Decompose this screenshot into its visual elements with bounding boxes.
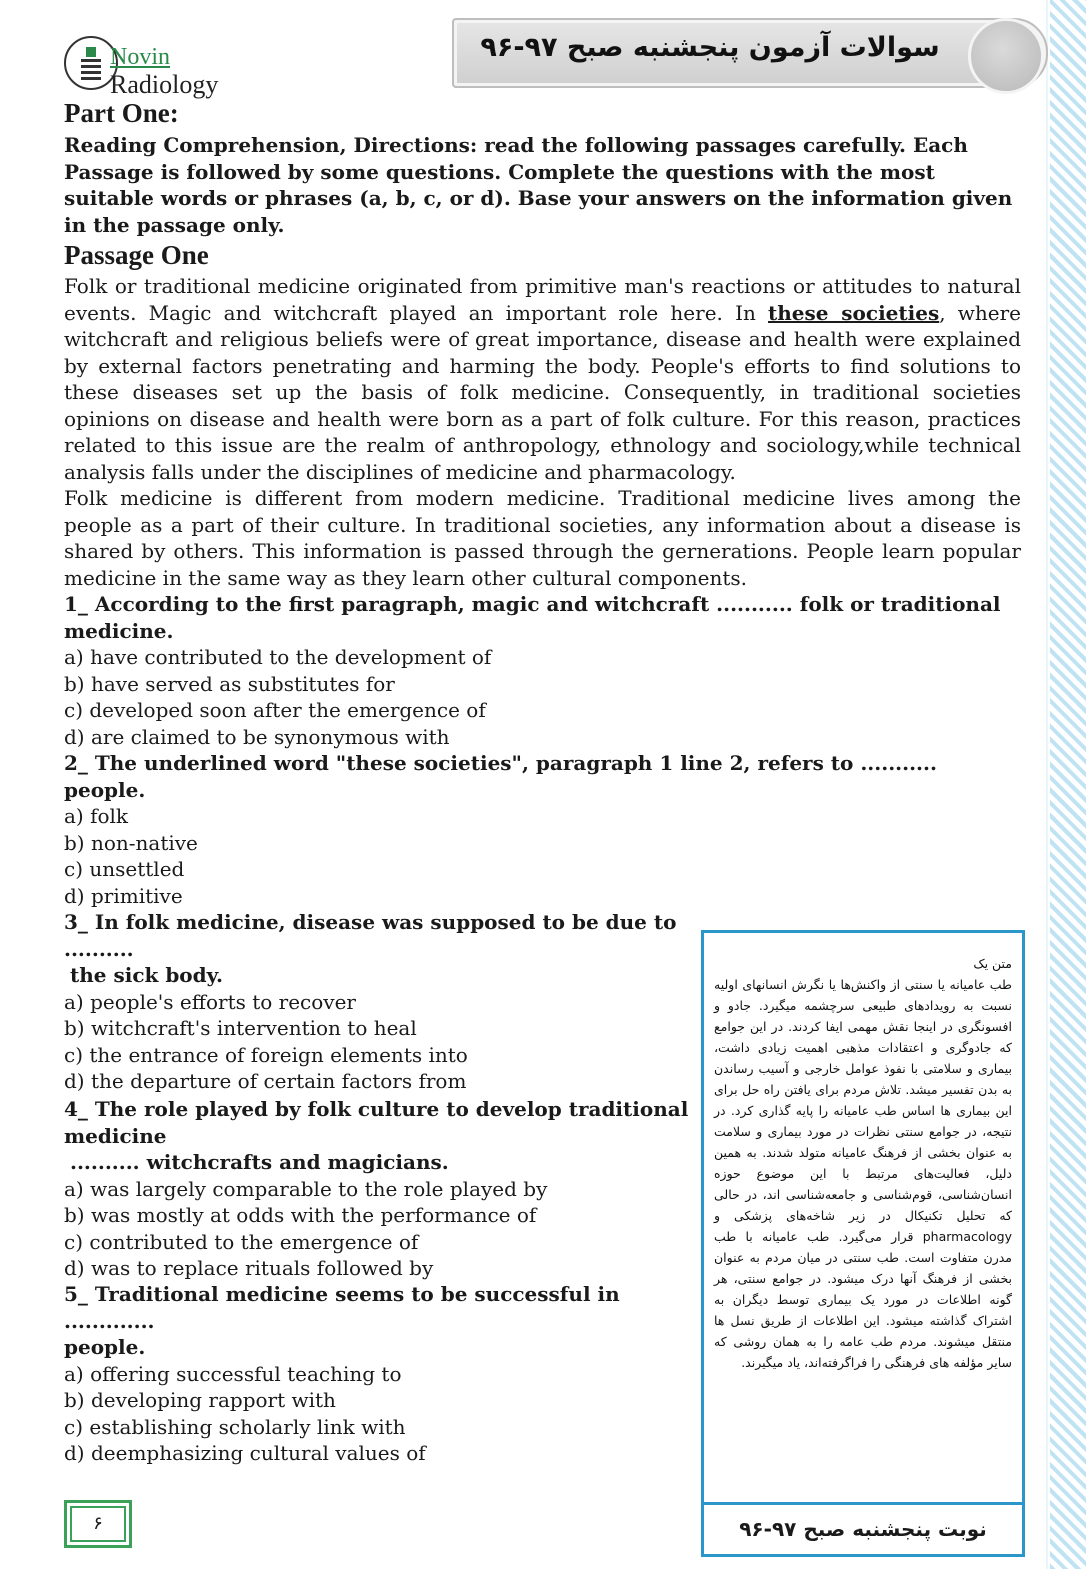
header-banner [452, 18, 1048, 88]
option-b: b) was mostly at odds with the performance of [64, 1203, 537, 1227]
part-title: Part One: [64, 98, 179, 128]
option-a: a) people's efforts to recover [64, 989, 356, 1014]
option-d: d) was to replace rituals followed by [64, 1256, 434, 1280]
question-5 [64, 1281, 694, 1467]
option-d: d) deemphasizing cultural values of [64, 1441, 426, 1465]
question-1 [64, 591, 1024, 750]
page-number: ۶ [64, 1500, 132, 1548]
option-a: a) was largely comparable to the role played by [64, 1176, 548, 1201]
option-b: b) non-native [64, 830, 198, 855]
option-a: a) folk [64, 804, 129, 828]
passage-paragraph-1 [64, 273, 1021, 485]
question-4 [64, 1096, 696, 1282]
passage-body [64, 273, 1021, 591]
option-d: d) primitive [64, 883, 183, 908]
option-b: b) developing rapport with [64, 1388, 336, 1412]
option-a: a) offering successful teaching to [64, 1361, 402, 1386]
skeleton-icon [80, 47, 102, 83]
question-stem: 1_ According to the first paragraph, magic and witchcraft ........... folk or traditional medicine. [64, 592, 1001, 643]
decorative-side-strip [1048, 0, 1086, 1569]
option-d: d) are claimed to be synonymous with [64, 724, 450, 749]
translation-content [714, 953, 1012, 1373]
option-c: c) contributed to the emergence of [64, 1229, 419, 1254]
question-3 [64, 909, 694, 1095]
question-stem: 2_ The underlined word "these societies", paragraph 1 line 2, refers to ........... people. [64, 751, 937, 802]
question-stem-line-1: 5_ Traditional medicine seems to be successful in ............. [64, 1282, 620, 1333]
passage-title: Passage One [64, 240, 209, 270]
passage-p1-start: Folk or traditional medicine originated from primitive man's reactions or attitudes to natural events. Magic and witchcraft played an important role here. In [64, 274, 1021, 325]
option-c: c) unsettled [64, 857, 185, 881]
directions-text: Reading Comprehension, Directions: read the following passages carefully. Each Passage is followed by some questions. Complete the questions with the most suitable words or phrases (a, b, c, or d). Base your answers on the information given in the passage only. [64, 133, 1013, 237]
translation-text: طب عامیانه یا سنتی از واکنش‌ها یا نگرش انسانهای اولیه نسبت به رویدادهای طبیعی سرچشمه میگیرد. جادو و افسونگری در اینجا نقش مهمی ایفا کردند. در این جوامع که جادوگری و اعتقادات مذهبی اهمیت زیادی داشت، بیماری و سلامتی با نفوذ عوامل خارجی و آسیب رساندن به بدن تفسیر میشد. تلاش مردم برای یافتن راه حل برای این بیماری ها اساس طب عامیانه را پایه گذاری کرد. در نتیجه، در جوامع سنتی نظرات در مورد بیماری و سلامت به عنوان بخشی از فرهنگ عامیانه متولد شدند. به همین دلیل، فعالیت‌های مرتبط با این موضوع حوزه انسان‌شناسی، قوم‌شناسی و جامعه‌شناسی اند، در حالی که تحلیل تکنیکال در زیر شاخه‌های پزشکی و pharmacology قرار می‌گیرد. طب عامیانه با طب مدرن متفاوت است. طب سنتی در میان مردم به عنوان بخشی از فرهنگ آنها درک میشود. در جوامع سنتی، هر گونه اطلاعات در مورد یک بیماری توسط دیگران به اشتراک گذاشته میشود. این اطلاعات از طریق نسل ها منتقل میشوند. مردم طب عامه را به همان روشی که سایر مؤلفه های فرهنگی را فراگرفته‌اند، یاد میگیرند. [714, 977, 1012, 1370]
option-c: c) establishing scholarly link with [64, 1414, 406, 1439]
logo-text-novin: Novin [110, 44, 170, 70]
question-stem-line-1: 3_ In folk medicine, disease was supposed to be due to .......... [64, 910, 677, 961]
banner-circle-ornament [968, 18, 1044, 94]
question-2 [64, 750, 1024, 909]
translation-footer-label: نوبت پنجشنبه صبح ۹۷-۹۶ [704, 1502, 1022, 1555]
option-a: a) have contributed to the development of [64, 645, 492, 669]
logo-text-radiology: Radiology [110, 70, 219, 99]
translation-box [701, 930, 1025, 1508]
question-stem-line-2: .......... witchcrafts and magicians. [70, 1150, 449, 1174]
question-stem-line-2: the sick body. [70, 963, 223, 987]
option-b: b) witchcraft's intervention to heal [64, 1016, 417, 1040]
translation-heading: متن یک [973, 956, 1012, 971]
option-b: b) have served as substitutes for [64, 671, 395, 696]
question-stem-line-2: people. [64, 1335, 146, 1359]
passage-paragraph-2: Folk medicine is different from modern medicine. Traditional medicine lives among the people as a part of their culture. In traditional societies, any information about a disease is shared by others. This information is passed through the gernerations. People learn popular medicine in the same way as they learn other cultural components. [64, 486, 1021, 590]
option-c: c) the entrance of foreign elements into [64, 1042, 468, 1067]
option-c: c) developed soon after the emergence of [64, 698, 486, 722]
novin-radiology-logo [64, 34, 224, 98]
question-stem-line-1: 4_ The role played by folk culture to develop traditional medicine [64, 1097, 689, 1148]
page-title: سوالات آزمون پنجشنبه صبح ۹۷-۹۶ [480, 32, 940, 63]
translation-footer [701, 1502, 1025, 1557]
passage-p1-end: , where witchcraft and religious beliefs were of great importance, disease and health were explained by external factors penetrating and harming the body. People's efforts to find solutions to these diseases set up the basis of folk medicine. Consequently, in traditional societies opinions on disease and health were born as a part of folk culture. For this reason, practices related to this issue are the realm of anthropology, ethnology and sociology,while technical analysis falls under the disciplines of medicine and pharmacology. [64, 300, 1021, 484]
option-d: d) the departure of certain factors from [64, 1069, 467, 1093]
underlined-phrase: these societies [768, 300, 940, 325]
